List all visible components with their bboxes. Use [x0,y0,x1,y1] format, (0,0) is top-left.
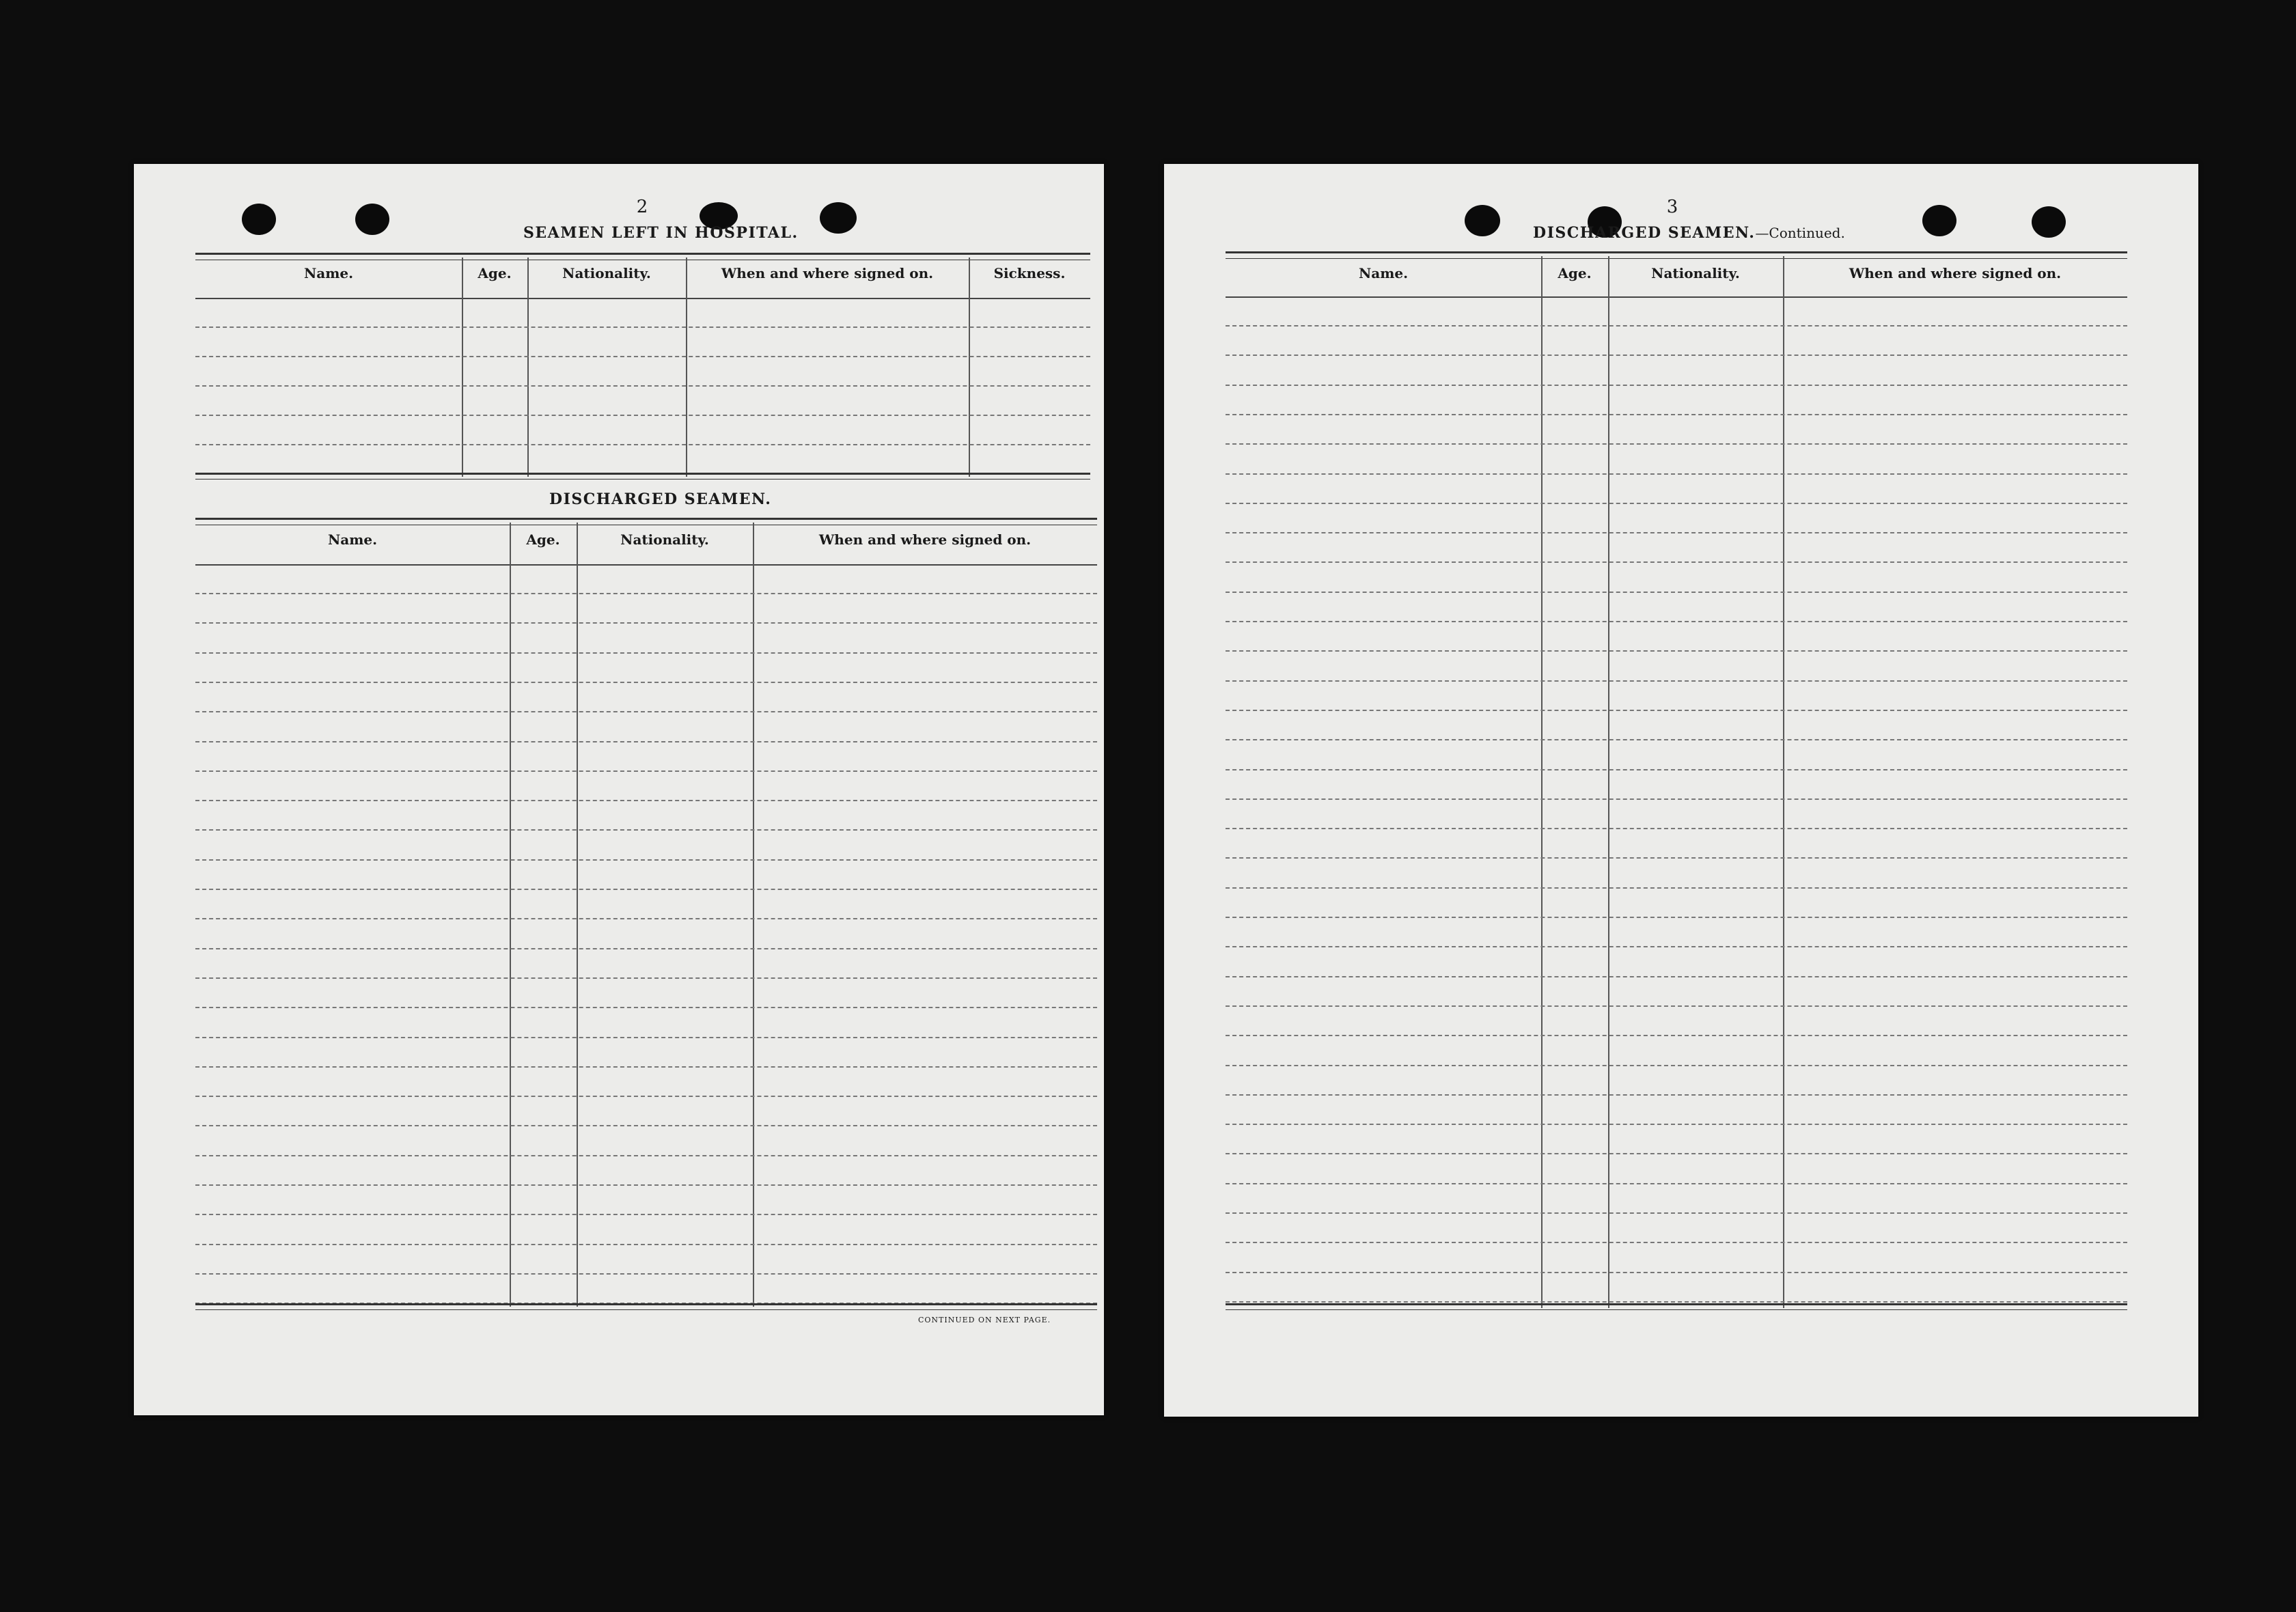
table-row [195,977,1097,979]
table-row [1226,1272,2127,1273]
punch-hole [1465,205,1500,236]
column-header-name: Name. [327,531,378,548]
table-row [1226,650,2127,652]
table-row [1226,503,2127,504]
table-row [1226,473,2127,475]
table-row [1226,1005,2127,1007]
continued-footer: CONTINUED ON NEXT PAGE. [918,1316,1051,1324]
column-header-age: Age. [526,531,560,548]
table-row [195,1007,1097,1008]
table-row [195,829,1097,831]
table-row [1226,1183,2127,1184]
column-header-name: Name. [303,265,354,281]
column-header-signed-on: When and where signed on. [818,531,1032,548]
page-number: 3 [1666,197,1678,217]
column-header-signed-on: When and where signed on. [1849,265,2062,281]
table-row [195,859,1097,861]
table-row [1226,680,2127,682]
column-header-age: Age. [1558,265,1592,281]
table-row [1226,532,2127,533]
column-header-nationality: Nationality. [1651,265,1740,281]
table-row [1226,1035,2127,1036]
table-row [1226,710,2127,711]
table-row [1226,1242,2127,1243]
column-header-sickness: Sickness. [993,265,1066,281]
punch-hole [2032,206,2066,238]
table-row [1226,917,2127,918]
right-page [1164,164,2198,1417]
table-row [1226,621,2127,622]
table-row [195,918,1097,919]
table-row [195,652,1097,654]
table-row [1226,887,2127,889]
table-row [195,1155,1097,1156]
table-row [1226,857,2127,859]
punch-hole [1922,205,1956,236]
table-row [195,1273,1097,1275]
table-row [1226,592,2127,593]
table-row [195,1096,1097,1097]
table-row [1226,1153,2127,1154]
table-row [195,948,1097,949]
table-row [1226,443,2127,445]
table-row [1226,769,2127,770]
title-continued: —Continued. [1755,225,1845,241]
table-row [195,889,1097,890]
table-row [195,622,1097,624]
punch-hole [242,204,276,235]
hospital-section-title: SEAMEN LEFT IN HOSPITAL. [523,224,799,242]
column-header-nationality: Nationality. [562,265,651,281]
table-row [195,800,1097,801]
title-main: DISCHARGED SEAMEN. [1533,224,1756,242]
table-row [1226,976,2127,977]
page-number: 2 [636,197,648,217]
discharged-table [195,518,1097,1310]
discharged-continued-table [1226,251,2127,1310]
table-row [195,682,1097,683]
table-row [1226,1301,2127,1303]
table-row [195,741,1097,742]
table-row [195,1037,1097,1038]
table-row [1226,1065,2127,1066]
table-row [1226,385,2127,386]
table-row [1226,1094,2127,1096]
discharged-continued-title [1533,224,1845,242]
table-row [1226,1124,2127,1125]
column-header-age: Age. [478,265,512,281]
column-header-signed-on: When and where signed on. [721,265,934,281]
table-row [1226,1212,2127,1214]
table-row [195,593,1097,594]
column-header-nationality: Nationality. [620,531,709,548]
table-row [195,1066,1097,1068]
table-row [1226,828,2127,829]
punch-hole [355,204,389,235]
column-header-name: Name. [1358,265,1409,281]
table-row [1226,798,2127,800]
table-row [195,711,1097,712]
table-row [1226,946,2127,947]
table-row [195,1214,1097,1215]
left-page [134,164,1104,1415]
table-row [195,770,1097,772]
table-row [1226,561,2127,563]
punch-hole [820,202,857,234]
table-row [195,1184,1097,1186]
table-row [195,1244,1097,1245]
table-row [195,1125,1097,1126]
hospital-table [195,253,1090,482]
table-row [1226,355,2127,356]
table-row [1226,325,2127,326]
discharged-section-title: DISCHARGED SEAMEN. [549,490,772,508]
table-row [1226,739,2127,740]
table-row [1226,414,2127,415]
